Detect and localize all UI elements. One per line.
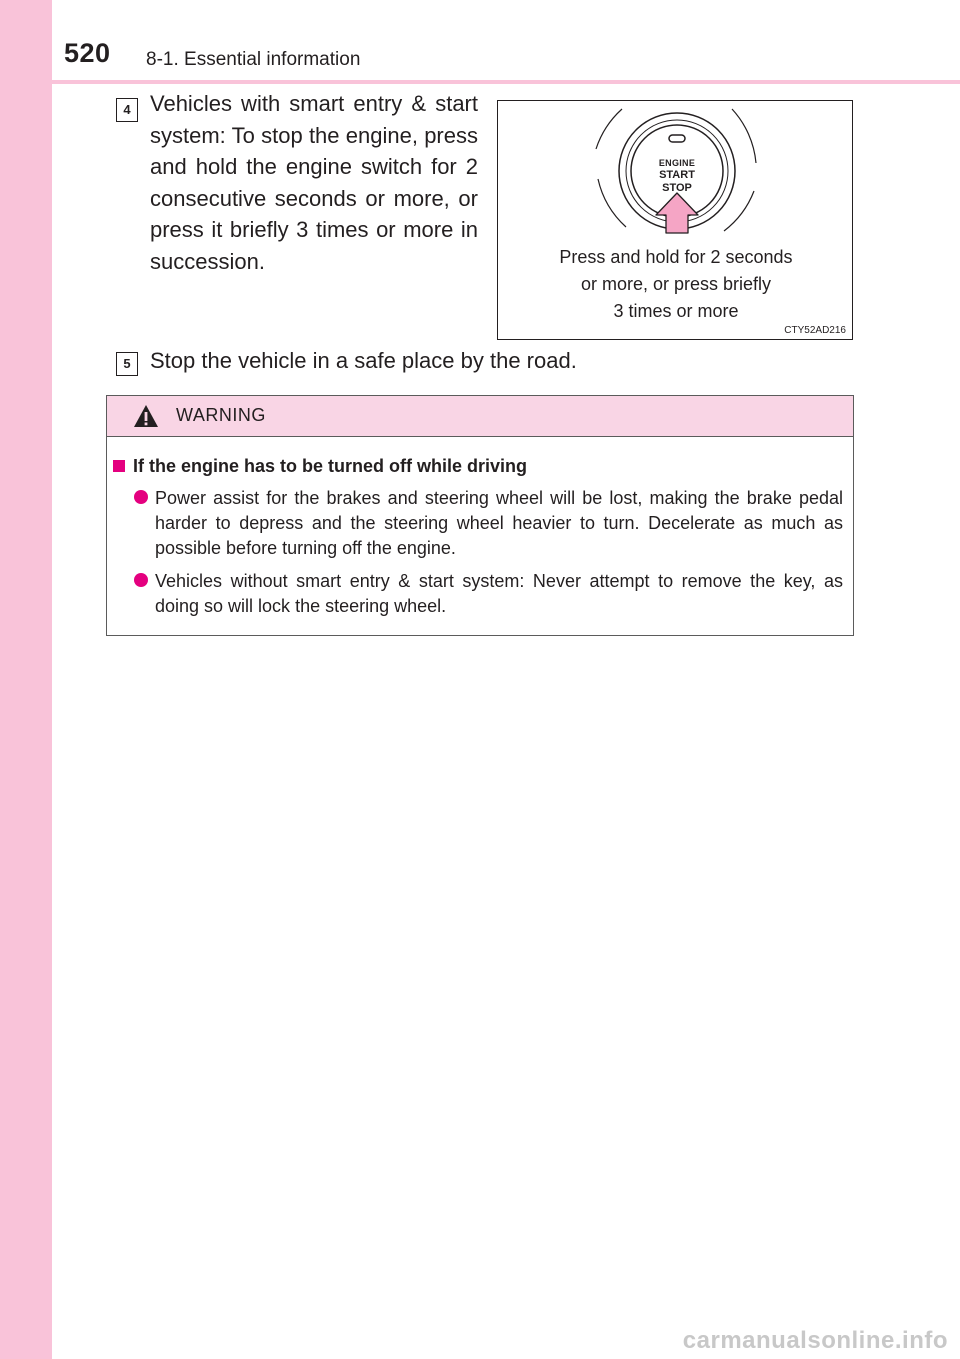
warning-item-text: Power assist for the brakes and steering wheel will be lost, making the brake pedal harder to depress and the steering wheel heavier to turn. Decelerate as much as possible before turning off the engine. [155,488,843,558]
illustration-caption [518,244,834,325]
warning-heading [113,454,843,478]
circle-bullet-icon [134,573,148,587]
engine-switch-label-start: START [659,169,695,181]
section-title: 8-1. Essential information [146,49,361,70]
warning-item [113,486,843,561]
engine-switch-illustration [497,100,853,340]
site-watermark: carmanualsonline.info [682,1327,948,1354]
side-color-band [0,0,52,1359]
step-number-4: 4 [116,98,138,122]
step-4-text: Vehicles with smart entry & start system: To stop the engine, press and hold the engine switch for 2 consecutive seconds or more, or press it briefly 3 times or more in succession. [150,91,478,274]
step-number-5: 5 [116,352,138,376]
header-rule [0,80,960,84]
warning-item [113,569,843,619]
warning-triangle-icon [133,404,159,428]
warning-item-text: Vehicles without smart entry & start system: Never attempt to remove the key, as doing so will lock the steering wheel. [155,571,843,616]
step-5-text: Stop the vehicle in a safe place by the road. [150,348,577,373]
engine-switch-label-stop: STOP [662,182,692,194]
caption-line: 3 times or more [613,301,739,321]
warning-header [107,396,853,437]
warning-body [107,437,853,619]
warning-box [106,395,854,636]
warning-heading-text: If the engine has to be turned off while driving [133,456,528,476]
engine-switch-label-engine: ENGINE [658,158,696,168]
caption-line: or more, or press briefly [580,274,772,294]
page-number: 520 [64,38,111,68]
caption-line: Press and hold for 2 seconds [559,247,793,267]
warning-title: WARNING [176,405,266,425]
square-bullet-icon [113,460,125,472]
image-code: CTY52AD216 [784,325,846,336]
circle-bullet-icon [134,490,148,504]
